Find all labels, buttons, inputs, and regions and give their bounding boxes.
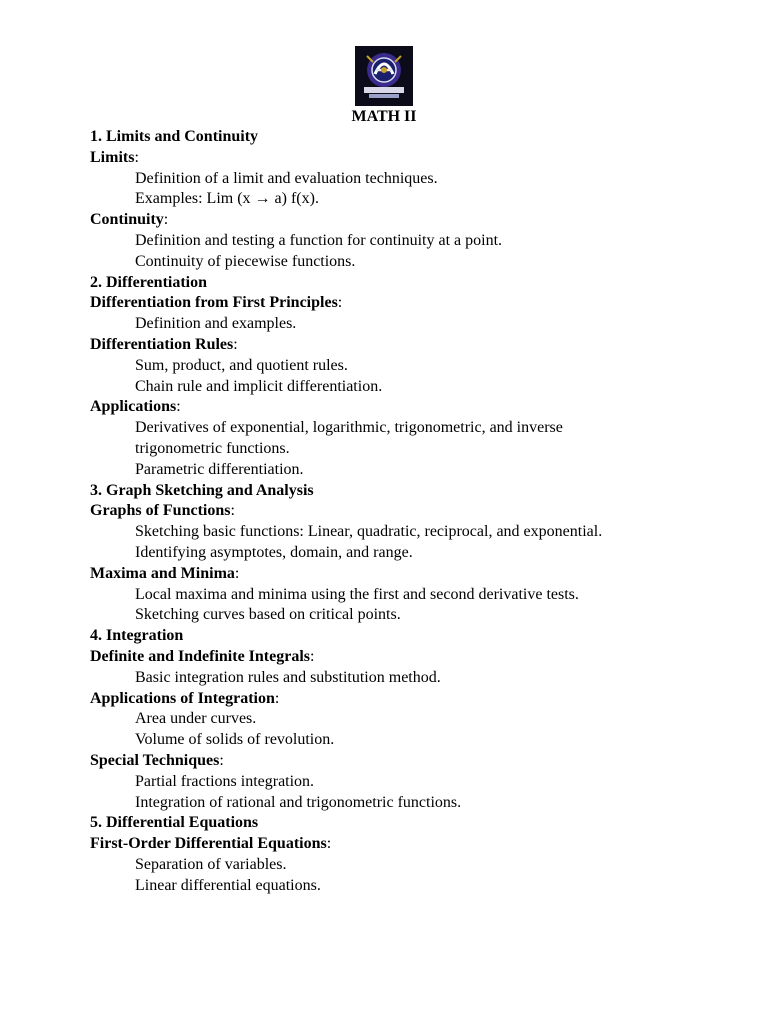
section-heading: 4. Integration (90, 627, 184, 645)
college-logo-image (355, 46, 413, 106)
subsection-colon: : (337, 294, 343, 312)
syllabus-item: Basic integration rules and substitution method. (135, 668, 441, 686)
syllabus-item: Derivatives of exponential, logarithmic, trigonometric, and inverse (135, 419, 563, 437)
subsection-heading (90, 564, 750, 585)
subsection-heading (90, 293, 750, 314)
subsection-colon: : (176, 398, 181, 416)
subsection-heading-text: Applications of Integration (90, 689, 275, 707)
subsection-heading-text: Continuity (90, 211, 164, 229)
subsection-heading (90, 397, 750, 418)
syllabus-item: Sum, product, and quotient rules. (135, 356, 348, 374)
subsection-colon: : (234, 564, 240, 582)
syllabus-item: Definition and testing a function for continuity at a point. (135, 231, 503, 249)
section-heading: 2. Differentiation (90, 273, 208, 291)
syllabus-item: trigonometric functions. (135, 439, 290, 457)
subsection-heading-text: First-Order Differential Equations (90, 835, 327, 853)
subsection-heading (90, 751, 750, 772)
document-title: MATH II (351, 108, 417, 125)
college-logo (355, 46, 413, 106)
subsection-heading-text: Differentiation from First Principles (90, 294, 338, 312)
subsection-heading (90, 834, 750, 855)
syllabus-item: Volume of solids of revolution. (135, 731, 335, 749)
subsection-colon: : (230, 502, 235, 520)
subsection-heading-text: Definite and Indefinite Integrals (90, 647, 310, 665)
subsection-colon: : (310, 647, 315, 665)
subsection-heading (90, 148, 750, 169)
syllabus-item: Linear differential equations. (135, 876, 321, 894)
subsection-heading (90, 501, 750, 522)
syllabus-item: Area under curves. (135, 710, 257, 728)
subsection-heading (90, 647, 750, 668)
syllabus-item: Identifying asymptotes, domain, and range. (135, 543, 413, 561)
subsection-heading (90, 335, 750, 356)
subsection-heading-text: Limits (90, 148, 135, 166)
subsection-heading (90, 210, 750, 231)
syllabus-item: Parametric differentiation. (135, 460, 304, 478)
subsection-heading-text: Special Techniques (90, 751, 220, 769)
subsection-colon: : (274, 689, 280, 707)
syllabus-item: Chain rule and implicit differentiation. (135, 377, 383, 395)
syllabus-item: Sketching basic functions: Linear, quadratic, reciprocal, and exponential. (135, 523, 603, 541)
subsection-colon: : (219, 751, 224, 769)
subsection-heading-text: Differentiation Rules (90, 335, 234, 353)
subsection-colon: : (134, 148, 139, 166)
syllabus-item: Continuity of piecewise functions. (135, 252, 356, 270)
syllabus-item: Separation of variables. (135, 855, 287, 873)
subsection-heading (90, 689, 750, 710)
syllabus-item: Definition of a limit and evaluation techniques. (135, 169, 438, 187)
syllabus-item: Integration of rational and trigonometric functions. (135, 793, 462, 811)
syllabus-item: Local maxima and minima using the first and second derivative tests. (135, 585, 579, 603)
subsection-heading-text: Maxima and Minima (90, 564, 235, 582)
syllabus-item: Definition and examples. (135, 315, 297, 333)
subsection-colon: : (233, 335, 238, 353)
section-heading: 5. Differential Equations (90, 814, 259, 832)
subsection-heading-text: Graphs of Functions (90, 502, 231, 520)
subsection-heading-text: Applications (90, 398, 177, 416)
syllabus-content (90, 127, 750, 896)
syllabus-item: Sketching curves based on critical points. (135, 606, 401, 624)
subsection-colon: : (326, 835, 332, 853)
syllabus-item: Examples: Lim (x → a) f(x). (135, 190, 319, 208)
section-heading: 1. Limits and Continuity (90, 128, 259, 145)
syllabus-item: Partial fractions integration. (135, 772, 315, 790)
subsection-colon: : (163, 211, 169, 229)
section-heading: 3. Graph Sketching and Analysis (90, 481, 314, 499)
